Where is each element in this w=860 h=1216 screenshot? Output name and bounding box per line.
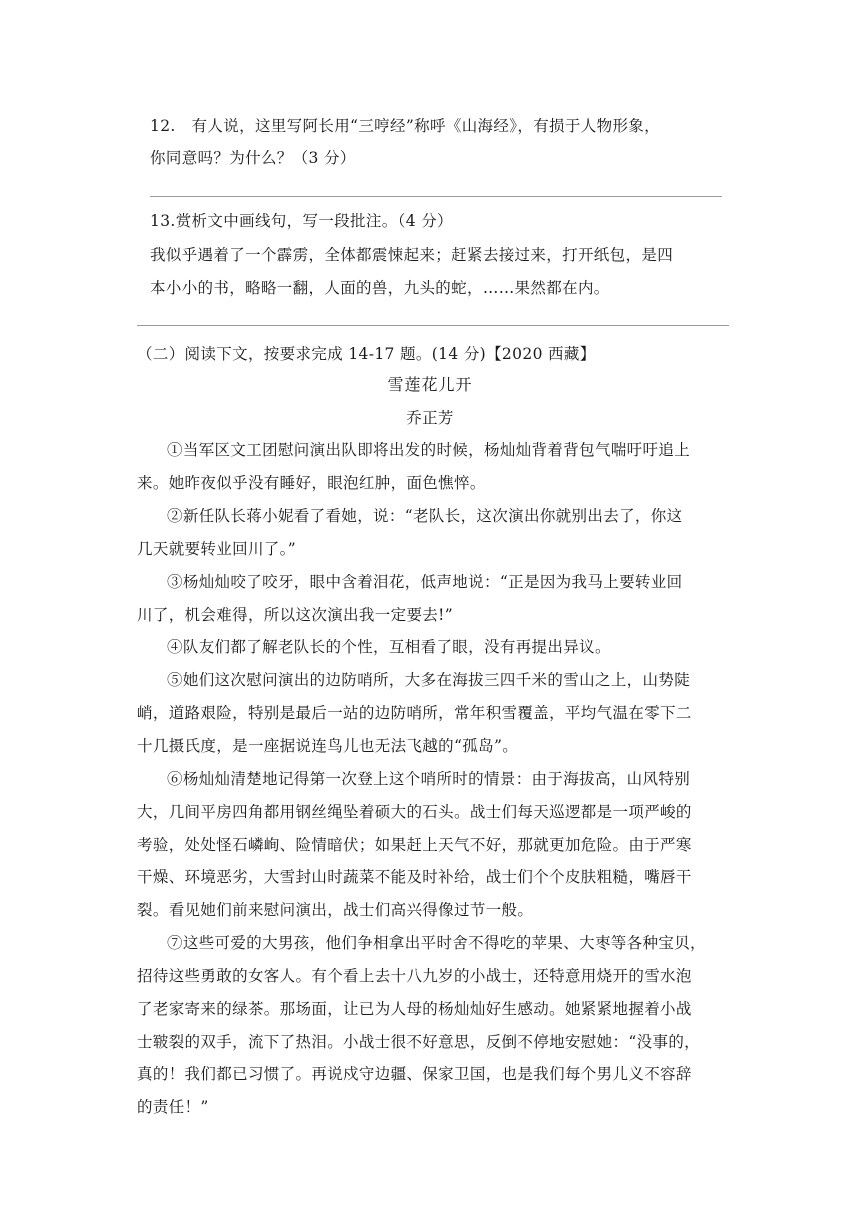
paragraph-5-line-2: 峭，道路艰险，特别是最后一站的边防哨所，常年积雪覆盖，平均气温在零下二 bbox=[137, 704, 692, 722]
article-title: 雪莲花儿开 bbox=[387, 375, 473, 394]
paragraph-3-line-2: 川了，机会难得，所以这次演出我一定要去!” bbox=[137, 606, 454, 624]
paragraph-6-line-2: 大，几间平房四角都用钢丝绳坠着硕大的石头。战士们每天巡逻都是一项严峻的 bbox=[137, 803, 692, 821]
question-13-quote-line-1: 我似乎遇着了一个霹雳，全体都震悚起来；赶紧去接过来，打开纸包，是四 bbox=[150, 246, 674, 264]
paragraph-7-line-5: 真的！我们都已习惯了。再说戍守边疆、保家卫国，也是我们每个男儿义不容辞 bbox=[137, 1065, 692, 1083]
paragraph-2-line-2: 几天就要转业回川了。” bbox=[137, 540, 297, 558]
paragraph-2-line-1: ②新任队长蒋小妮看了看她，说：“老队长，这次演出你就别出去了，你这 bbox=[167, 507, 683, 525]
article-author: 乔正芳 bbox=[406, 409, 454, 427]
paragraph-4-line-1: ④队友们都了解老队长的个性，互相看了眼，没有再提出异议。 bbox=[167, 638, 611, 656]
question-12-line-1: 12. 有人说，这里写阿长用“三哼经”称呼《山海经》，有损于人物形象， bbox=[150, 117, 661, 135]
paragraph-7-line-3: 了老家寄来的绿茶。那场面，让已为人母的杨灿灿好生感动。她紧紧地握着小战 bbox=[137, 1000, 692, 1018]
paragraph-5-line-3: 十几摄氏度，是一座据说连鸟儿也无法飞越的“孤岛”。 bbox=[137, 737, 519, 755]
paragraph-6-line-4: 干燥、环境恶劣，大雪封山时蔬菜不能及时补给，战士们个个皮肤粗糙，嘴唇干 bbox=[137, 868, 692, 886]
paragraph-5-line-1: ⑤她们这次慰问演出的边防哨所，大多在海拔三四千米的雪山之上，山势陡 bbox=[167, 671, 691, 689]
section-heading: （二）阅读下文，按要求完成 14-17 题。(14 分)【2020 西藏】 bbox=[137, 345, 596, 363]
question-13-quote-line-2: 本小小的书，略略一翻，人面的兽，九头的蛇，……果然都在内。 bbox=[150, 279, 610, 297]
question-13-line-1: 13.赏析文中画线句，写一段批注。（4 分） bbox=[150, 212, 453, 230]
paragraph-7-line-6: 的责任！” bbox=[137, 1098, 209, 1116]
paragraph-1-line-2: 来。她昨夜似乎没有睡好，眼泡红肿，面色憔悴。 bbox=[137, 474, 486, 492]
paragraph-1-line-1: ①当军区文工团慰问演出队即将出发的时候，杨灿灿背着背包气喘吁吁追上 bbox=[167, 441, 691, 459]
paragraph-6-line-5: 裂。看见她们前来慰问演出，战士们高兴得像过节一般。 bbox=[137, 901, 534, 919]
paragraph-7-line-4: 士皲裂的双手，流下了热泪。小战士很不好意思，反倒不停地安慰她：“没事的， bbox=[137, 1033, 701, 1051]
paragraph-7-line-1: ⑦这些可爱的大男孩，他们争相拿出平时舍不得吃的苹果、大枣等各种宝贝， bbox=[167, 934, 706, 952]
answer-line-13 bbox=[137, 325, 729, 326]
question-12-line-2: 你同意吗？为什么？（3 分） bbox=[150, 149, 356, 167]
paragraph-6-line-1: ⑥杨灿灿清楚地记得第一次登上这个哨所时的情景：由于海拔高，山风特别 bbox=[167, 770, 691, 788]
paragraph-7-line-2: 招待这些勇敢的女客人。有个看上去十八九岁的小战士，还特意用烧开的雪水泡 bbox=[137, 967, 692, 985]
answer-line-12 bbox=[150, 196, 722, 197]
paragraph-3-line-1: ③杨灿灿咬了咬牙，眼中含着泪花，低声地说：“正是因为我马上要转业回 bbox=[167, 573, 683, 591]
paragraph-6-line-3: 考验，处处怪石嶙峋、险情暗伏；如果赶上天气不好，那就更加危险。由于严寒 bbox=[137, 836, 692, 854]
